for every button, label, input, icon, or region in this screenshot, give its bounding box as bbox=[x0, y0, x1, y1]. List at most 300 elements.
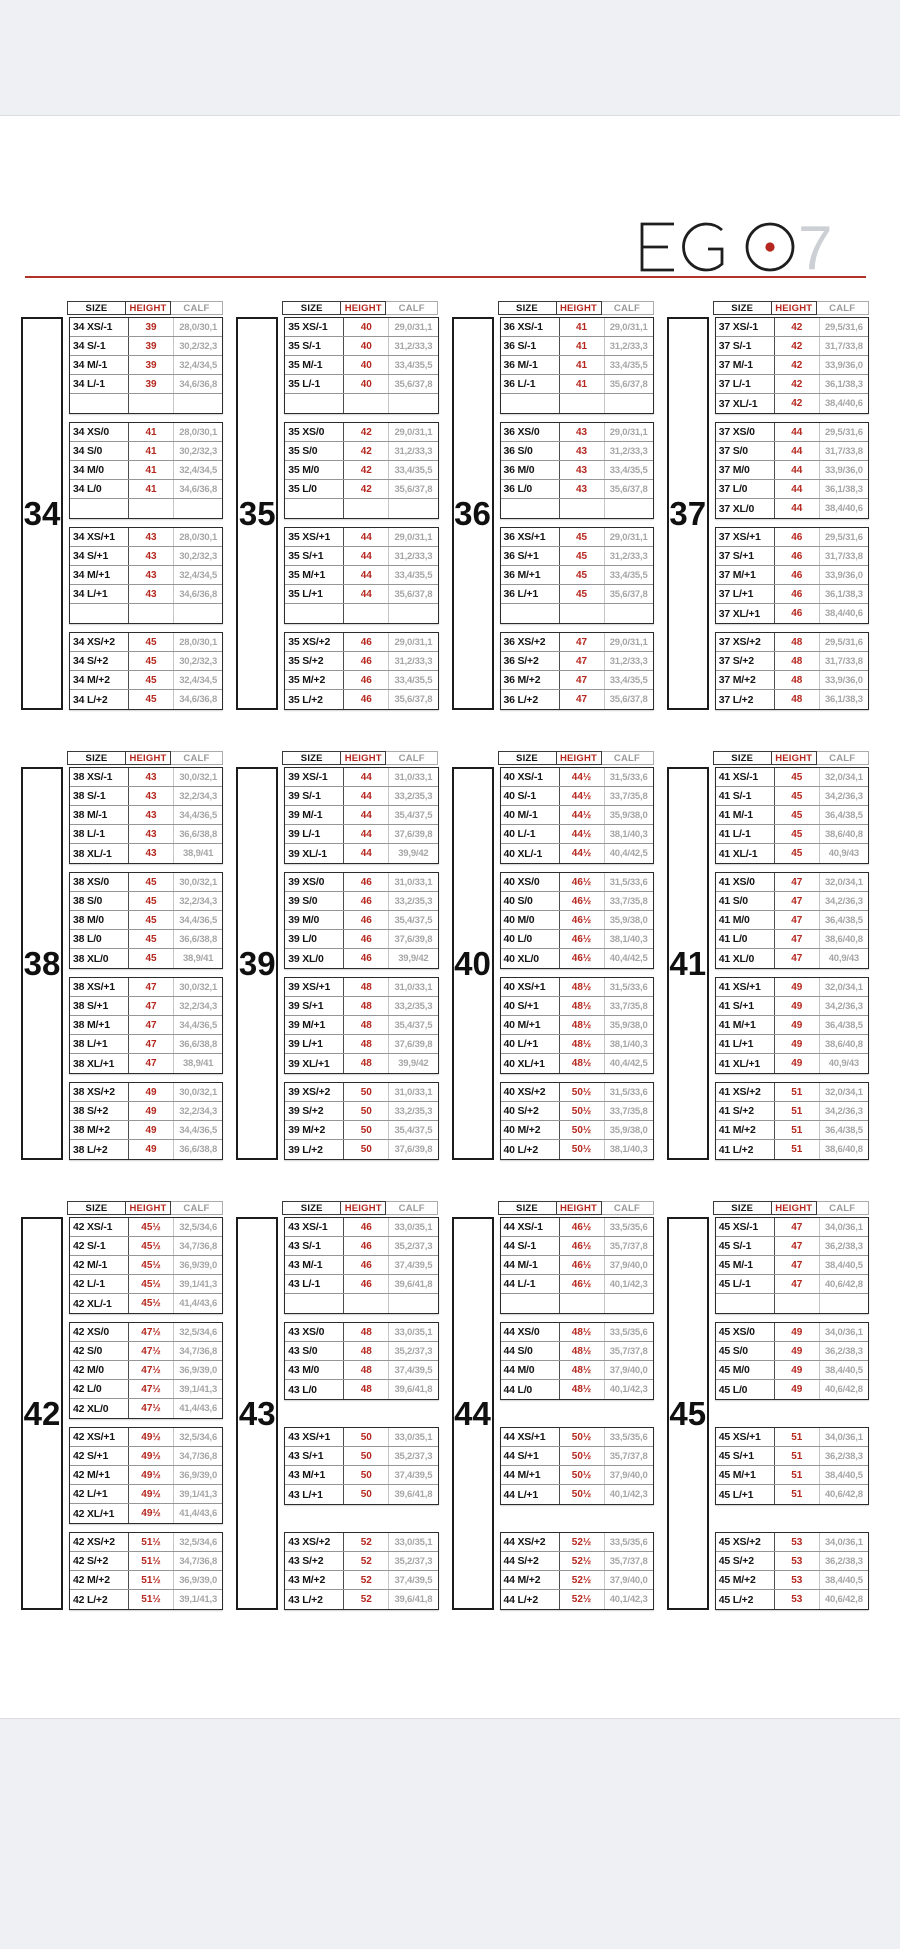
size-cell: 35 S/+2 bbox=[285, 652, 344, 670]
size-cell: 42 M/-1 bbox=[70, 1256, 129, 1274]
calf-cell: 30,0/32,1 bbox=[179, 981, 218, 993]
calf-cell: 33,9/36,0 bbox=[824, 359, 863, 371]
size-cell: 42 M/+2 bbox=[70, 1571, 129, 1589]
height-cell: 48½ bbox=[560, 1361, 605, 1379]
block-body bbox=[236, 1217, 438, 1610]
size-cell: 36 M/+2 bbox=[501, 671, 560, 689]
size-row bbox=[70, 1294, 222, 1313]
calf-cell: 36,6/38,8 bbox=[179, 828, 218, 840]
size-cell: 42 XL/+1 bbox=[70, 1504, 129, 1523]
height-cell: 48½ bbox=[560, 1380, 605, 1399]
size-row bbox=[501, 806, 653, 825]
size-row bbox=[716, 690, 868, 709]
height-cell: 41 bbox=[129, 480, 174, 498]
calf-cell: 36,1/38,3 bbox=[824, 588, 863, 600]
size-cell: 44 L/+1 bbox=[501, 1485, 560, 1504]
height-cell: 39 bbox=[129, 337, 174, 355]
calf-cell: 32,5/34,6 bbox=[179, 1221, 218, 1233]
height-cell: 44 bbox=[344, 768, 389, 786]
calf-cell: 32,5/34,6 bbox=[179, 1326, 218, 1338]
col-header-calf: CALF bbox=[386, 751, 438, 765]
height-cell: 46½ bbox=[560, 1275, 605, 1293]
size-cell: 40 L/+1 bbox=[501, 1035, 560, 1053]
groups-column bbox=[715, 1217, 869, 1610]
size-cell: 45 L/+1 bbox=[716, 1485, 775, 1504]
size-row bbox=[285, 480, 437, 499]
size-row bbox=[70, 1590, 222, 1609]
height-cell: 46 bbox=[775, 566, 820, 584]
groups-column bbox=[500, 767, 654, 1160]
block-body bbox=[236, 767, 438, 1160]
size-row bbox=[501, 892, 653, 911]
size-group bbox=[69, 632, 223, 710]
calf-cell: 37,4/39,5 bbox=[394, 1469, 433, 1481]
size-cell bbox=[70, 604, 129, 623]
calf-cell: 33,9/36,0 bbox=[824, 674, 863, 686]
size-cell: 38 XS/+2 bbox=[70, 1083, 129, 1101]
block-body bbox=[21, 1217, 223, 1610]
size-row bbox=[70, 652, 222, 671]
height-cell: 46 bbox=[344, 1218, 389, 1236]
height-cell: 46 bbox=[344, 1275, 389, 1293]
calf-cell: 33,5/35,6 bbox=[609, 1431, 648, 1443]
height-cell: 49 bbox=[775, 1380, 820, 1399]
size-cell: 41 XS/+2 bbox=[716, 1083, 775, 1101]
calf-cell: 38,6/40,8 bbox=[824, 1144, 863, 1155]
calf-cell: 39,1/41,3 bbox=[179, 1383, 218, 1395]
height-cell: 46 bbox=[344, 930, 389, 948]
size-row bbox=[716, 1102, 868, 1121]
calf-cell: 31,2/33,3 bbox=[394, 550, 433, 562]
height-cell bbox=[560, 1294, 605, 1313]
column-headers bbox=[67, 1201, 223, 1215]
size-row bbox=[716, 1121, 868, 1140]
size-cell: 36 M/-1 bbox=[501, 356, 560, 374]
size-row bbox=[501, 978, 653, 997]
height-cell: 45 bbox=[775, 787, 820, 805]
size-cell: 41 M/+1 bbox=[716, 1016, 775, 1034]
size-row bbox=[70, 1035, 222, 1054]
groups-column bbox=[715, 317, 869, 710]
size-cell: 44 XS/+1 bbox=[501, 1428, 560, 1446]
height-cell: 46 bbox=[344, 911, 389, 929]
height-cell: 47 bbox=[129, 978, 174, 996]
size-cell: 38 XS/-1 bbox=[70, 768, 129, 786]
height-cell: 47 bbox=[129, 1016, 174, 1034]
calf-cell bbox=[605, 499, 653, 518]
height-cell: 44 bbox=[344, 547, 389, 565]
size-row bbox=[716, 652, 868, 671]
size-row bbox=[501, 1533, 653, 1552]
calf-cell: 38,4/40,6 bbox=[824, 608, 863, 619]
size-cell: 42 M/+1 bbox=[70, 1466, 129, 1484]
size-row bbox=[716, 978, 868, 997]
height-cell: 51 bbox=[775, 1485, 820, 1504]
calf-cell: 38,4/40,6 bbox=[824, 503, 863, 514]
size-row bbox=[285, 1140, 437, 1159]
calf-cell: 32,5/34,6 bbox=[179, 1536, 218, 1548]
height-cell: 53 bbox=[775, 1552, 820, 1570]
size-group bbox=[715, 1532, 869, 1610]
calf-cell: 35,6/37,8 bbox=[609, 483, 648, 495]
calf-cell: 38,1/40,3 bbox=[609, 1144, 648, 1155]
height-cell: 43 bbox=[560, 442, 605, 460]
size-row bbox=[501, 1237, 653, 1256]
height-cell: 43 bbox=[560, 461, 605, 479]
size-row bbox=[70, 480, 222, 499]
size-row bbox=[716, 1485, 868, 1504]
calf-cell bbox=[174, 604, 222, 623]
calf-cell: 40,1/42,3 bbox=[609, 1278, 648, 1290]
size-number: 43 bbox=[236, 1217, 278, 1610]
col-header-calf: CALF bbox=[602, 1201, 654, 1215]
calf-cell: 29,0/31,1 bbox=[609, 636, 648, 648]
block-body bbox=[452, 1217, 654, 1610]
size-row bbox=[501, 1571, 653, 1590]
calf-cell: 33,4/35,5 bbox=[609, 359, 648, 371]
size-cell bbox=[285, 499, 344, 518]
size-group bbox=[69, 767, 223, 864]
height-cell: 47 bbox=[775, 1275, 820, 1293]
size-cell: 34 M/+1 bbox=[70, 566, 129, 584]
height-cell: 48 bbox=[344, 997, 389, 1015]
size-row bbox=[70, 1102, 222, 1121]
height-cell: 49 bbox=[129, 1102, 174, 1120]
groups-column bbox=[500, 317, 654, 710]
size-row bbox=[285, 787, 437, 806]
size-row bbox=[285, 690, 437, 709]
size-cell: 41 M/-1 bbox=[716, 806, 775, 824]
calf-cell: 33,9/36,0 bbox=[824, 569, 863, 581]
size-row bbox=[501, 825, 653, 844]
size-row bbox=[70, 375, 222, 394]
col-header-height: HEIGHT bbox=[772, 301, 817, 315]
size-cell: 39 M/+2 bbox=[285, 1121, 344, 1139]
calf-cell: 33,2/35,3 bbox=[394, 895, 433, 907]
col-header-calf: CALF bbox=[171, 301, 223, 315]
size-row bbox=[285, 825, 437, 844]
size-row bbox=[501, 375, 653, 394]
column-headers bbox=[282, 1201, 438, 1215]
height-cell: 45½ bbox=[129, 1218, 174, 1236]
height-cell: 46 bbox=[344, 1237, 389, 1255]
calf-cell: 36,1/38,3 bbox=[824, 483, 863, 495]
size-row bbox=[70, 1140, 222, 1159]
calf-cell: 36,2/38,3 bbox=[824, 1450, 863, 1462]
size-cell: 38 XL/-1 bbox=[70, 844, 129, 863]
column-headers bbox=[67, 301, 223, 315]
size-cell: 37 L/-1 bbox=[716, 375, 775, 393]
height-cell: 45 bbox=[129, 633, 174, 651]
size-cell: 34 M/0 bbox=[70, 461, 129, 479]
block-body bbox=[452, 317, 654, 710]
height-cell: 49 bbox=[775, 1323, 820, 1341]
size-block-39 bbox=[236, 751, 438, 1160]
size-cell: 40 L/+2 bbox=[501, 1140, 560, 1159]
size-cell: 41 L/+2 bbox=[716, 1140, 775, 1159]
height-cell: 49½ bbox=[129, 1447, 174, 1465]
size-row bbox=[70, 873, 222, 892]
col-header-calf: CALF bbox=[171, 1201, 223, 1215]
size-cell: 36 S/+1 bbox=[501, 547, 560, 565]
size-row bbox=[285, 633, 437, 652]
size-row bbox=[501, 1342, 653, 1361]
size-number: 37 bbox=[667, 317, 709, 710]
size-group bbox=[500, 977, 654, 1074]
height-cell: 46 bbox=[344, 652, 389, 670]
size-row bbox=[501, 671, 653, 690]
calf-cell: 29,0/31,1 bbox=[394, 531, 433, 543]
size-cell: 42 XL/0 bbox=[70, 1399, 129, 1418]
size-cell: 45 XS/+2 bbox=[716, 1533, 775, 1551]
calf-cell: 37,6/39,8 bbox=[394, 1038, 433, 1050]
height-cell: 50 bbox=[344, 1428, 389, 1446]
calf-cell: 37,9/40,0 bbox=[609, 1574, 648, 1586]
size-row bbox=[501, 337, 653, 356]
size-group bbox=[69, 1082, 223, 1160]
calf-cell: 31,2/33,3 bbox=[394, 655, 433, 667]
calf-cell: 32,2/34,3 bbox=[179, 1000, 218, 1012]
calf-cell: 29,0/31,1 bbox=[609, 321, 648, 333]
size-group bbox=[715, 632, 869, 710]
calf-cell bbox=[605, 604, 653, 623]
size-row bbox=[501, 1485, 653, 1504]
empty-row bbox=[501, 499, 653, 518]
calf-cell: 33,9/36,0 bbox=[824, 464, 863, 476]
size-number: 41 bbox=[667, 767, 709, 1160]
size-cell: 43 XS/+1 bbox=[285, 1428, 344, 1446]
height-cell: 50½ bbox=[560, 1447, 605, 1465]
size-group bbox=[500, 1082, 654, 1160]
size-group bbox=[69, 872, 223, 969]
column-headers bbox=[67, 751, 223, 765]
size-cell: 41 XL/-1 bbox=[716, 844, 775, 863]
size-row bbox=[716, 911, 868, 930]
size-cell: 38 XS/+1 bbox=[70, 978, 129, 996]
height-cell bbox=[775, 1294, 820, 1313]
blocks-grid bbox=[21, 301, 869, 1651]
calf-cell: 39,6/41,8 bbox=[394, 1278, 433, 1290]
height-cell: 47 bbox=[775, 873, 820, 891]
size-cell: 40 XS/+2 bbox=[501, 1083, 560, 1101]
calf-cell bbox=[389, 604, 437, 623]
calf-cell: 36,1/38,3 bbox=[824, 694, 863, 705]
height-cell: 51 bbox=[775, 1447, 820, 1465]
calf-cell: 35,7/37,8 bbox=[609, 1345, 648, 1357]
size-cell: 39 M/+1 bbox=[285, 1016, 344, 1034]
size-group bbox=[284, 1532, 438, 1610]
size-row bbox=[285, 318, 437, 337]
size-row bbox=[716, 873, 868, 892]
height-cell: 44 bbox=[344, 825, 389, 843]
calf-cell: 40,6/42,8 bbox=[824, 1384, 863, 1395]
col-header-calf: CALF bbox=[602, 301, 654, 315]
size-row bbox=[716, 1447, 868, 1466]
calf-cell: 40,6/42,8 bbox=[824, 1594, 863, 1605]
size-row bbox=[716, 356, 868, 375]
size-row bbox=[285, 768, 437, 787]
calf-cell: 34,7/36,8 bbox=[179, 1240, 218, 1252]
calf-cell: 34,4/36,5 bbox=[179, 1124, 218, 1136]
size-block-41 bbox=[667, 751, 869, 1160]
calf-cell: 34,7/36,8 bbox=[179, 1345, 218, 1357]
height-cell: 47½ bbox=[129, 1342, 174, 1360]
size-row bbox=[716, 949, 868, 968]
height-cell: 47½ bbox=[129, 1380, 174, 1398]
size-row bbox=[285, 1447, 437, 1466]
size-row bbox=[285, 1016, 437, 1035]
height-cell: 48½ bbox=[560, 978, 605, 996]
height-cell: 44 bbox=[344, 787, 389, 805]
height-cell: 43 bbox=[129, 547, 174, 565]
calf-cell: 33,4/35,5 bbox=[394, 359, 433, 371]
size-row bbox=[716, 423, 868, 442]
calf-cell: 40,4/42,5 bbox=[609, 953, 648, 964]
size-cell: 38 L/-1 bbox=[70, 825, 129, 843]
height-cell: 50½ bbox=[560, 1466, 605, 1484]
size-cell bbox=[716, 1294, 775, 1313]
height-cell: 44 bbox=[344, 566, 389, 584]
height-cell: 46 bbox=[344, 892, 389, 910]
size-row bbox=[285, 356, 437, 375]
height-cell: 45 bbox=[560, 585, 605, 603]
height-cell: 43 bbox=[129, 787, 174, 805]
size-cell: 38 S/0 bbox=[70, 892, 129, 910]
calf-cell: 33,5/35,6 bbox=[609, 1326, 648, 1338]
calf-cell: 29,5/31,6 bbox=[824, 636, 863, 648]
size-number: 35 bbox=[236, 317, 278, 710]
height-cell: 46 bbox=[344, 949, 389, 968]
size-group bbox=[284, 1082, 438, 1160]
calf-cell: 36,1/38,3 bbox=[824, 378, 863, 390]
calf-cell: 31,2/33,3 bbox=[394, 445, 433, 457]
height-cell: 53 bbox=[775, 1533, 820, 1551]
size-row bbox=[501, 1447, 653, 1466]
calf-cell: 29,0/31,1 bbox=[609, 531, 648, 543]
height-cell: 52 bbox=[344, 1571, 389, 1589]
size-number: 45 bbox=[667, 1217, 709, 1610]
calf-cell: 38,4/40,6 bbox=[824, 398, 863, 409]
size-row bbox=[501, 1054, 653, 1073]
size-row bbox=[285, 949, 437, 968]
size-row bbox=[285, 892, 437, 911]
size-block-36 bbox=[452, 301, 654, 710]
height-cell: 45 bbox=[129, 873, 174, 891]
height-cell: 46½ bbox=[560, 1237, 605, 1255]
size-row bbox=[716, 671, 868, 690]
size-group bbox=[284, 422, 438, 519]
height-cell: 48 bbox=[775, 633, 820, 651]
size-row bbox=[70, 442, 222, 461]
col-header-calf: CALF bbox=[817, 751, 869, 765]
size-row bbox=[501, 585, 653, 604]
size-row bbox=[501, 1140, 653, 1159]
calf-cell: 32,2/34,3 bbox=[179, 790, 218, 802]
col-header-size: SIZE bbox=[282, 751, 341, 765]
height-cell: 47 bbox=[775, 892, 820, 910]
size-row bbox=[285, 547, 437, 566]
height-cell: 50 bbox=[344, 1083, 389, 1101]
size-cell: 37 S/0 bbox=[716, 442, 775, 460]
height-cell: 52½ bbox=[560, 1571, 605, 1589]
size-cell: 42 S/-1 bbox=[70, 1237, 129, 1255]
size-row bbox=[70, 1121, 222, 1140]
size-cell: 43 XS/+2 bbox=[285, 1533, 344, 1551]
size-cell: 43 S/-1 bbox=[285, 1237, 344, 1255]
calf-cell: 33,4/35,5 bbox=[394, 464, 433, 476]
size-row bbox=[70, 930, 222, 949]
size-row bbox=[501, 1256, 653, 1275]
header-divider-line bbox=[25, 276, 866, 278]
column-headers bbox=[498, 301, 654, 315]
height-cell: 42 bbox=[344, 442, 389, 460]
height-cell: 50½ bbox=[560, 1428, 605, 1446]
height-cell: 49 bbox=[775, 1361, 820, 1379]
height-cell: 48 bbox=[344, 1342, 389, 1360]
calf-cell: 34,6/36,8 bbox=[179, 483, 218, 495]
calf-cell bbox=[605, 1294, 653, 1313]
size-cell: 41 XL/0 bbox=[716, 949, 775, 968]
size-row bbox=[285, 585, 437, 604]
calf-cell: 32,0/34,1 bbox=[824, 771, 863, 783]
height-cell: 46½ bbox=[560, 873, 605, 891]
groups-column bbox=[284, 1217, 438, 1610]
height-cell: 47 bbox=[560, 671, 605, 689]
size-cell: 40 M/-1 bbox=[501, 806, 560, 824]
height-cell: 39 bbox=[129, 318, 174, 336]
size-row bbox=[70, 997, 222, 1016]
height-cell: 49 bbox=[129, 1140, 174, 1159]
calf-cell: 31,7/33,8 bbox=[824, 340, 863, 352]
size-row bbox=[285, 1035, 437, 1054]
height-cell: 47 bbox=[775, 1218, 820, 1236]
size-cell: 37 M/-1 bbox=[716, 356, 775, 374]
size-cell: 36 L/+2 bbox=[501, 690, 560, 709]
column-headers bbox=[498, 1201, 654, 1215]
size-cell: 39 S/+2 bbox=[285, 1102, 344, 1120]
col-header-size: SIZE bbox=[67, 751, 126, 765]
calf-cell: 38,1/40,3 bbox=[609, 1038, 648, 1050]
size-row bbox=[285, 1083, 437, 1102]
calf-cell: 38,9/41 bbox=[182, 848, 214, 859]
size-row bbox=[70, 825, 222, 844]
size-group bbox=[715, 977, 869, 1074]
height-cell: 44½ bbox=[560, 768, 605, 786]
size-row bbox=[716, 604, 868, 623]
height-cell: 47 bbox=[560, 633, 605, 651]
size-row bbox=[70, 1380, 222, 1399]
calf-cell bbox=[389, 394, 437, 413]
height-cell: 49 bbox=[775, 1035, 820, 1053]
size-cell: 34 S/+1 bbox=[70, 547, 129, 565]
size-cell: 39 XS/0 bbox=[285, 873, 344, 891]
height-cell: 45 bbox=[129, 892, 174, 910]
calf-cell: 40,9/43 bbox=[828, 848, 860, 859]
col-header-height: HEIGHT bbox=[126, 301, 171, 315]
calf-cell bbox=[389, 1294, 437, 1313]
block-body bbox=[667, 1217, 869, 1610]
calf-cell: 32,4/34,5 bbox=[179, 359, 218, 371]
calf-cell: 36,4/38,5 bbox=[824, 914, 863, 926]
column-headers bbox=[713, 1201, 869, 1215]
size-cell: 37 XS/-1 bbox=[716, 318, 775, 336]
size-cell bbox=[285, 1294, 344, 1313]
empty-row bbox=[285, 604, 437, 623]
calf-cell: 31,7/33,8 bbox=[824, 655, 863, 667]
block-body bbox=[21, 767, 223, 1160]
size-cell bbox=[285, 394, 344, 413]
calf-cell: 33,0/35,1 bbox=[394, 1431, 433, 1443]
